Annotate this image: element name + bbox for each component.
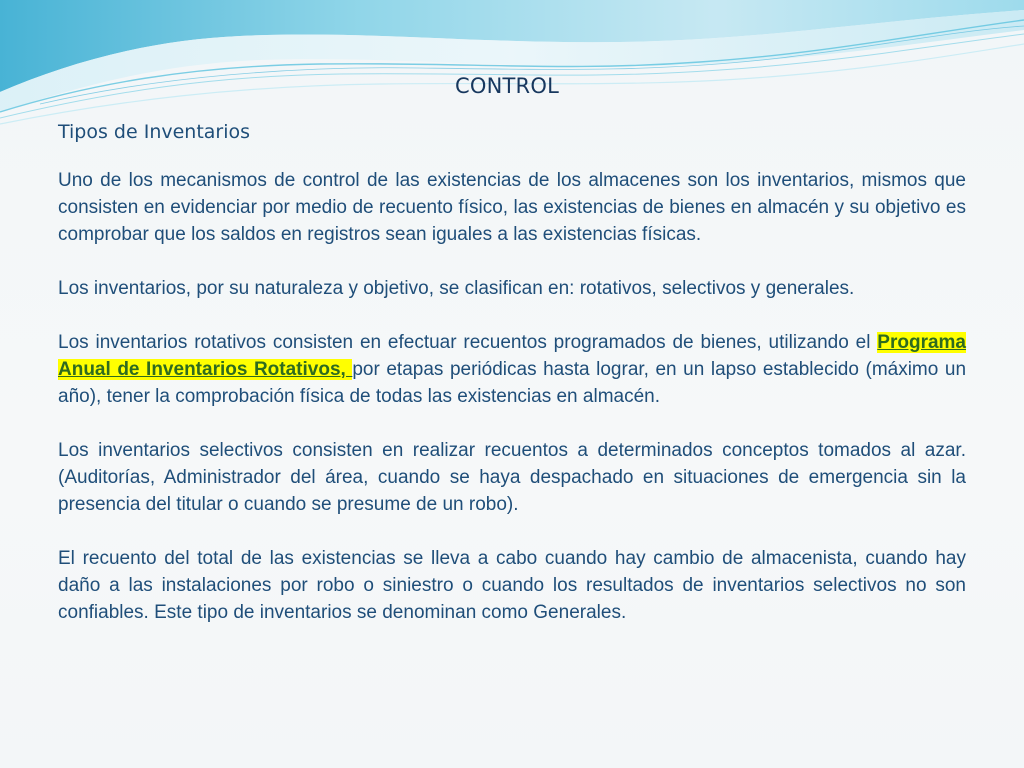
paragraph-rotativos-text-end: por etapas periódicas hasta lograr, en un lapso establecido (máximo un año), tener la comprobación física de todas las existencias en almacén.	[58, 359, 967, 407]
paragraph-rotativos-text-start: Los inventarios rotativos consisten en efectuar recuentos programados de bienes, utilizando el	[58, 332, 878, 353]
paragraph-rotativos	[58, 329, 966, 410]
section-subtitle: Tipos de Inventarios	[58, 121, 251, 143]
programa-anual-link[interactable]: Programa Anual de Inventarios Rotativos,	[58, 332, 966, 380]
body-content	[58, 167, 966, 626]
header-wave-decoration	[0, 0, 1024, 130]
paragraph-generales: El recuento del total de las existencias se lleva a cabo cuando hay cambio de almacenista, cuando hay daño a las instalaciones por robo o siniestro o cuando los resultados de inventarios selectivos no son confiables. Este tipo de inventarios se denominan como Generales.	[58, 548, 966, 623]
paragraph-definition: Uno de los mecanismos de control de las existencias de los almacenes son los inventarios, mismos que consisten en evidenciar por medio de recuento físico, las existencias de bienes en almacén y su objetivo es comprobar que los saldos en registros sean iguales a las existencias físicas.	[58, 170, 966, 245]
page-title: CONTROL	[455, 74, 559, 98]
paragraph-selectivos: Los inventarios selectivos consisten en realizar recuentos a determinados conceptos tomados al azar. (Auditorías, Administrador del área, cuando se haya despachado en situaciones de emergencia sin la presencia del titular o cuando se presume de un robo).	[58, 440, 966, 515]
paragraph-classification: Los inventarios, por su naturaleza y objetivo, se clasifican en: rotativos, selectivos y generales.	[58, 278, 855, 299]
